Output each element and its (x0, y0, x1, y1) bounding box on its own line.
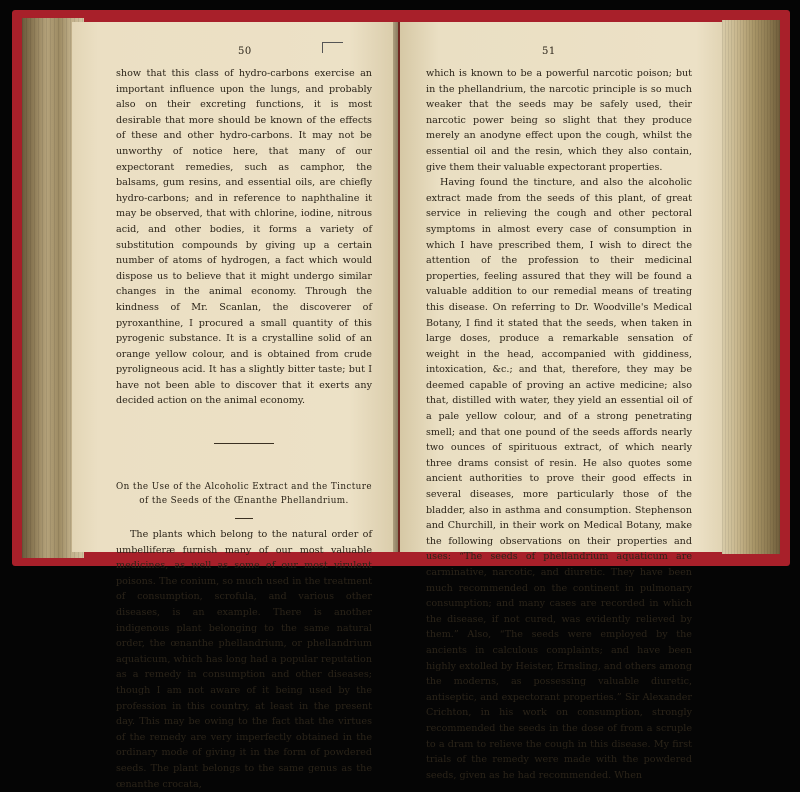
right-page (400, 22, 722, 781)
heading-rule (235, 518, 253, 519)
page-number-left: 50 (238, 46, 252, 57)
section-heading: On the Use of the Alcoholic Extract and the Tincture of the Seeds of the Œnanthe Phellandrium. (116, 482, 372, 507)
right-paragraph-2: Having found the tincture, and also the alcoholic extract made from the seeds of this plant, of great service in relieving the cough and other pectoral symptoms in almost every case of consumption in which I have prescribed them, I wish to direct the attention of the profession to their medicinal properties, feeling assured that they will be found a valuable addition to our remedial means of treating this disease. On referring to Dr. Woodville's Medical Botany, I find it stated that the seeds, when taken in large doses, produce a remarkable sensation of weight in the head, accompanied with giddiness, intoxication, &c.; and that, therefore, they may be deemed capable of proving an active medicine; also that, distilled with water, they yield an essential oil of a pale yellow colour, and of a strong penetrating smell; and that one pound of the seeds affords nearly two ounces of spirituous extract, of which nearly three drams consist of resin. He also quotes some ancient authorities to prove their good effects in several diseases, more particularly those of the bladder, also in asthma and consumption. Stephenson and Churchill, in their work on Medical Botany, make the following observations on their properties and uses: “The seeds of phellandrium aquaticum are carminative, narcotic, and diuretic. They have been much recommended on the continent in pulmonary consumption; and many cases are recorded in which the disease, if not cured, was evidently relieved by them.” Also, “The seeds were employed by the ancients in calculous complaints; and have been highly extolled by Heister, Ernsling, and others among the moderns, as possessing valuable diuretic, antiseptic, and expectorant properties.” Sir Alexander Crichton, in his work on consumption, strongly recommended the seeds in the dose of from a scruple to a dram to relieve the cough in this disease. My first trials of the remedy were made with the powdered seeds, given as he had recommended. When (426, 177, 692, 781)
page-edges-right (722, 20, 780, 554)
left-paragraph-1: show that this class of hydro-carbons exercise an important influence upon the lungs, and probably also on their excreting functions, it is most desirable that more should be known of the effects of these and other hydro-carbons. It may not be unworthy of notice here, that many of our expectorant remedies, such as camphor, the balsams, gum resins, and essential oils, are chiefly hydro-carbons; and in reference to naphthaline it may be observed, that with chlorine, iodine, nitrous acid, and other bodies, it forms a variety of substitution compounds by giving up a certain number of atoms of hydrogen, a fact which would dispose us to believe that it might undergo similar changes in the animal economy. Through the kindness of Mr. Scanlan, the discoverer of pyroxanthine, I procured a small quantity of this pyrogenic substance. It is a crystalline solid of an orange yellow colour, and is obtained from crude pyroligneous acid. It has a slightly bitter taste; but I have not been able to discover that it exerts any decided action on the animal economy. (116, 68, 372, 407)
left-paragraph-2: The plants which belong to the natural order of umbelliferæ furnish many of our most valuable medicines, as well as some of our most virulent poisons. The conium, so much used in the treatment of consumption, scrofula, and various other diseases, is an example. There is another indigenous plant belonging to the same natural order, the œnanthe phellandrium, or phellandrium aquaticum, which has long had a popular reputation as a remedy in consumption and other diseases; though I am not aware of it being used by the profession in this country, at least in the present day. This may be owing to the fact that the virtues of the remedy are very imperfectly obtained in the ordinary mode of giving it in the form of powdered seeds. The plant belongs to the same genus as the œnanthe crocata, (116, 529, 372, 790)
page-number-right: 51 (542, 46, 556, 57)
section-divider (214, 443, 274, 444)
bracket-mark (322, 42, 343, 53)
right-paragraph-1: which is known to be a powerful narcotic poison; but in the phellandrium, the narcotic principle is so much weaker that the seeds may be safely used, their narcotic power being so slight that they produce merely an anodyne effect upon the cough, whilst the essential oil and the resin, which they also contain, give them their valuable expectorant properties. (426, 68, 692, 173)
left-page (72, 22, 398, 790)
